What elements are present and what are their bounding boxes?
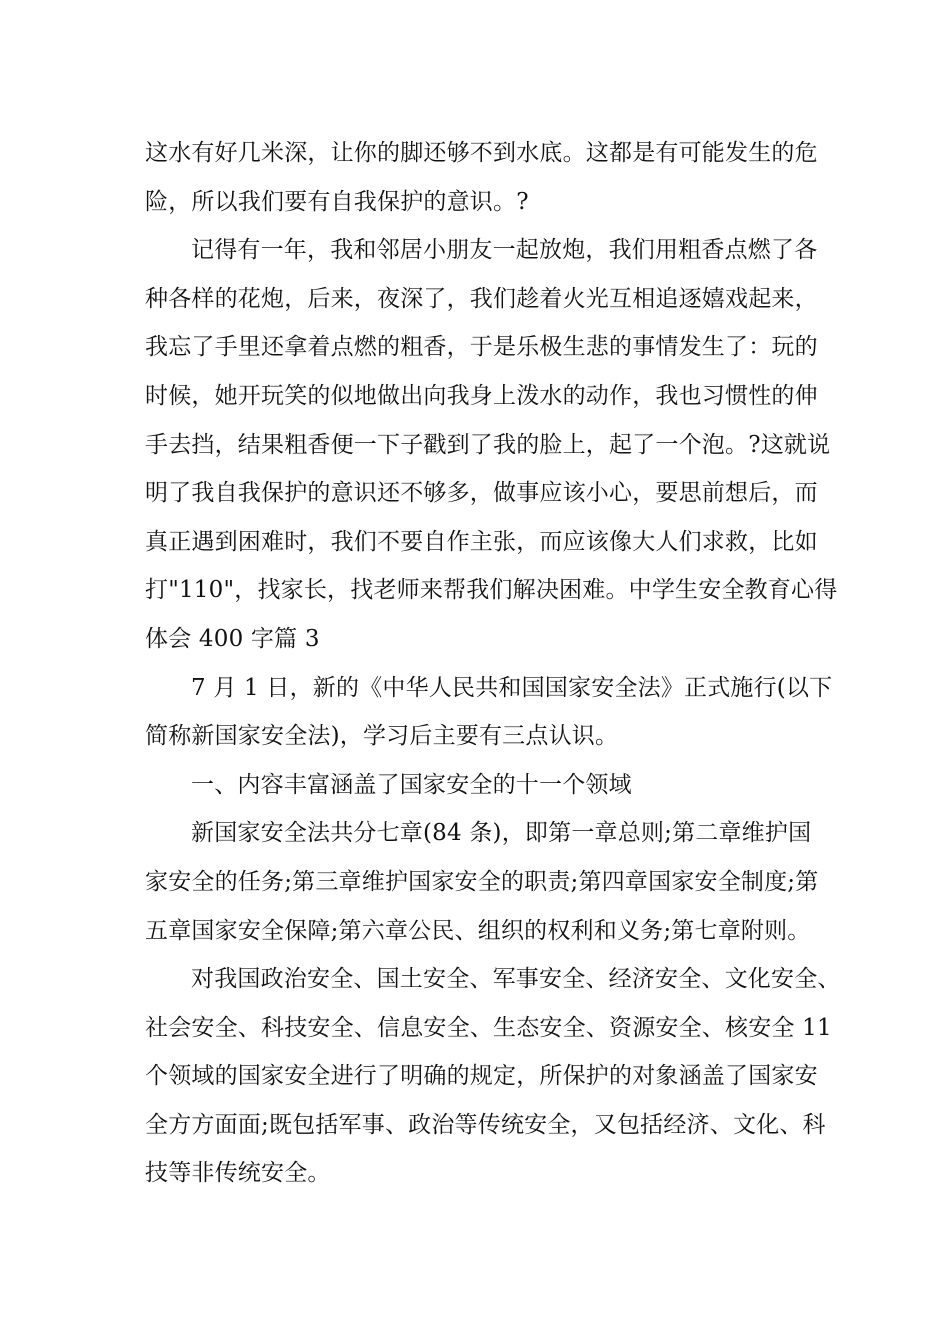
text-line: 我忘了手里还拿着点燃的粗香，于是乐极生悲的事情发生了：玩的 [145,334,818,361]
text-line: 时候，她开玩笑的似地做出向我身上泼水的动作，我也习惯性的伸 [145,382,818,409]
text-line: 社会安全、科技安全、信息安全、生态安全、资源安全、核安全 11 [145,1014,832,1041]
section-heading: 一、内容丰富涵盖了国家安全的十一个领域 [191,771,632,798]
paragraph-start-line: 7 月 1 日，新的《中华人民共和国国家安全法》正式施行(以下 [191,674,833,701]
text-line: 技等非传统安全。 [145,1160,331,1187]
text-line: 家安全的任务;第三章维护国家安全的职责;第四章国家安全制度;第 [145,868,819,895]
text-line: 五章国家安全保障;第六章公民、组织的权利和义务;第七章附则。 [145,917,811,944]
text-line: 简称新国家安全法)，学习后主要有三点认识。 [145,723,619,750]
text-line: 种各样的花炮，后来，夜深了，我们趁着火光互相追逐嬉戏起来， [145,285,818,312]
text-line: 个领域的国家安全进行了明确的规定，所保护的对象涵盖了国家安 [145,1063,818,1090]
paragraph-start-line: 对我国政治安全、国土安全、军事安全、经济安全、文化安全、 [191,966,841,993]
text-line: 体会 400 字篇 3 [145,625,320,652]
text-line: 这水有好几米深，让你的脚还够不到水底。这都是有可能发生的危 [145,140,818,166]
text-line: 明了我自我保护的意识还不够多，做事应该小心，要思前想后，而 [145,480,818,507]
document-body [145,129,841,1198]
text-line: 全方方面面;既包括军事、政治等传统安全，又包括经济、文化、科 [145,1111,826,1138]
paragraph-start-line: 新国家安全法共分七章(84 条)，即第一章总则;第二章维护国 [191,820,812,847]
text-line: 打"110"，找家长，找老师来帮我们解决困难。中学生安全教育心得 [145,577,838,604]
text-line: 手去挡，结果粗香便一下子戳到了我的脸上，起了一个泡。?这就说 [145,431,831,458]
text-line: 真正遇到困难时，我们不要自作主张，而应该像大人们求救，比如 [145,528,818,555]
text-line: 险，所以我们要有自我保护的意识。? [145,188,529,215]
paragraph-start-line: 记得有一年，我和邻居小朋友一起放炮，我们用粗香点燃了各 [191,237,818,264]
